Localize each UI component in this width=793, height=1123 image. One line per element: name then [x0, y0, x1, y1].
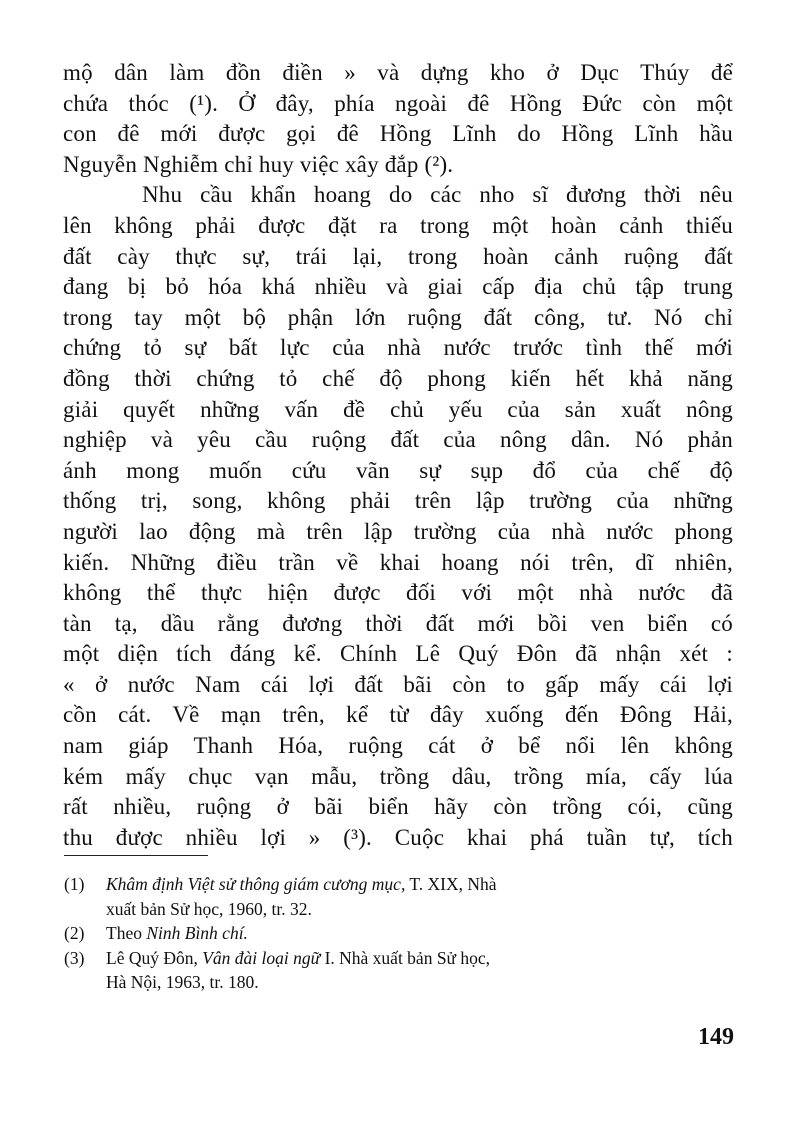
text-line: không thể thực hiện được đối với một nhà nước đã [63, 580, 733, 606]
footnote-text: xuất bản Sử học, 1960, tr. 32. [106, 898, 312, 919]
footnote-title: Ninh Bình chí. [146, 923, 248, 944]
text-line: nghiệp và yêu cầu ruộng đất của nông dân. Nó phản [63, 427, 733, 453]
text-line: đang bị bỏ hóa khá nhiều và giai cấp địa chủ tập trung [63, 274, 733, 300]
footnote-line [106, 897, 736, 922]
footnote-title: Khâm định Việt sử thông giám cương mục, [106, 874, 406, 894]
text-line: chứng tỏ sự bất lực của nhà nước trước tình thế mới [63, 335, 733, 361]
footnote-3 [64, 946, 736, 995]
footnote-number: (1) [64, 874, 85, 894]
footnote-number: (2) [64, 923, 85, 944]
text-line: lên không phải được đặt ra trong một hoàn cảnh thiếu [63, 212, 733, 238]
text-line: mộ dân làm đồn điền » và dựng kho ở Dục Thúy để [63, 60, 733, 85]
text-line: người lao động mà trên lập trường của nhà nước phong [63, 518, 733, 544]
text-line: ánh mong muốn cứu vãn sự sụp đổ của chế độ [63, 457, 733, 483]
text-line: Nguyễn Nghiễm chỉ huy việc xây đắp (²). [63, 151, 454, 177]
footnote-2 [64, 921, 736, 946]
footnote-line [106, 921, 736, 946]
text-line: trong tay một bộ phận lớn ruộng đất công, tư. Nó chỉ [63, 304, 733, 330]
footnote-text: Lê Quý Đôn, [106, 947, 203, 968]
footnote-title: Vân đài loại ngữ [202, 947, 321, 968]
text-line: kém mấy chục vạn mẫu, trồng dâu, trồng mía, cấy lúa [63, 763, 733, 789]
text-line: rất nhiều, ruộng ở bãi biển hãy còn trồng cói, cũng [63, 794, 733, 820]
text-line: cồn cát. Về mạn trên, kể từ đây xuống đến Đông Hải, [63, 702, 733, 728]
footnote-line [106, 946, 736, 971]
footnote-text: Theo [106, 923, 147, 944]
text-line: thu được nhiều lợi » (³). Cuộc khai phá tuần tự, tích [63, 824, 733, 850]
text-line: đất cày thực sự, trái lại, trong hoàn cảnh ruộng đất [63, 243, 733, 269]
text-line: Nhu cầu khẩn hoang do các nho sĩ đương thời nêu [142, 182, 733, 208]
footnotes [64, 872, 736, 995]
footnote-text: T. XIX, Nhà [405, 874, 497, 894]
footnote-text: Hà Nội, 1963, tr. 180. [106, 972, 259, 993]
footnote-text: I. Nhà xuất bản Sử học, [320, 947, 491, 968]
footnote-divider [64, 855, 208, 856]
paragraph-1 [63, 58, 733, 180]
text-line: chứa thóc (¹). Ở đây, phía ngoài đê Hồng Đức còn một [63, 90, 733, 116]
text-line: kiến. Những điều trần về khai hoang nói trên, dĩ nhiên, [63, 549, 733, 575]
page-number: 149 [698, 1024, 734, 1050]
text-line: « ở nước Nam cái lợi đất bãi còn to gấp mấy cái lợi [63, 671, 733, 697]
main-text [63, 58, 733, 853]
text-line: nam giáp Thanh Hóa, ruộng cát ở bể nổi lên không [63, 733, 733, 759]
text-line: đồng thời chứng tỏ chế độ phong kiến hết khả năng [63, 365, 733, 391]
footnote-line [106, 970, 736, 995]
footnote-line [106, 872, 736, 897]
text-line: một diện tích đáng kể. Chính Lê Quý Đôn đã nhận xét : [63, 641, 733, 667]
footnote-1 [64, 872, 736, 921]
footnote-number: (3) [64, 947, 85, 968]
text-line: con đê mới được gọi đê Hồng Lĩnh do Hồng Lĩnh hầu [63, 121, 733, 147]
text-line: giải quyết những vấn đề chủ yếu của sản xuất nông [63, 396, 733, 422]
text-line: thống trị, song, không phải trên lập trường của những [63, 488, 733, 514]
paragraph-2 [63, 180, 733, 853]
text-line: tàn tạ, dầu rằng đương thời đất mới bồi ven biển có [63, 610, 733, 636]
